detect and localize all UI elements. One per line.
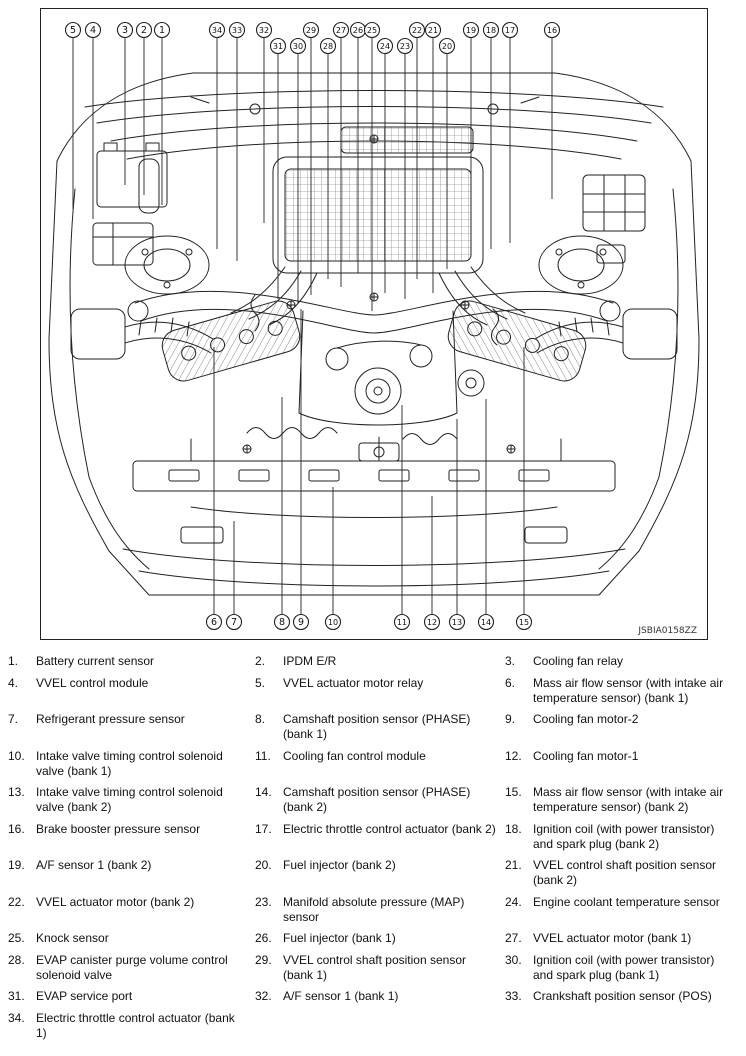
- legend-item-3: [505, 654, 741, 669]
- legend-item-2: [255, 654, 505, 669]
- legend-item-number: 19.: [8, 858, 25, 872]
- legend-item-label: Refrigerant pressure sensor: [36, 712, 185, 726]
- legend-item-number: 28.: [8, 952, 25, 967]
- callout-7: [227, 521, 242, 630]
- callout-33: [230, 23, 245, 262]
- legend-item-label: VVEL actuator motor (bank 2): [36, 894, 195, 909]
- callout-3: [118, 23, 133, 186]
- legend-item-number: 29.: [255, 952, 272, 967]
- callout-number: 10: [327, 618, 339, 628]
- legend-item-label: A/F sensor 1 (bank 1): [283, 989, 399, 1003]
- legend-item-label: Battery current sensor: [36, 654, 155, 668]
- legend-item-34: [8, 1011, 255, 1041]
- callout-32: [257, 23, 272, 224]
- legend-item-15: [505, 785, 741, 815]
- legend-item-number: 4.: [8, 675, 19, 690]
- callout-number: 8: [278, 617, 286, 629]
- legend-item-number: 27.: [505, 931, 522, 945]
- legend-item-21: [505, 858, 741, 888]
- legend-item-26: [255, 931, 505, 946]
- callout-number: 6: [210, 617, 218, 629]
- legend-item-1: [8, 654, 255, 669]
- legend-item-10: [8, 749, 255, 779]
- legend-item-label: VVEL control module: [36, 675, 149, 690]
- callout-number: 34: [211, 26, 223, 36]
- callout-17: [503, 23, 518, 244]
- legend-item-label: Cooling fan motor-1: [533, 748, 639, 763]
- legend-item-5: [255, 676, 505, 706]
- legend-item-number: 18.: [505, 821, 522, 836]
- callout-number: 7: [230, 617, 238, 629]
- callout-number: 13: [451, 618, 463, 628]
- legend-item-label: Intake valve timing control solenoid valve (bank 2): [36, 785, 223, 814]
- callout-number: 33: [231, 26, 243, 36]
- engine-component-diagram: [40, 8, 708, 640]
- callout-number: 25: [366, 26, 378, 36]
- engine-bay-svg: [41, 9, 707, 639]
- legend-item-8: [255, 712, 505, 742]
- callout-number: 18: [485, 26, 497, 36]
- legend-item-label: Brake booster pressure sensor: [36, 821, 201, 836]
- legend-item-14: [255, 785, 505, 815]
- legend-item-7: [8, 712, 255, 742]
- callout-9: [294, 309, 309, 630]
- legend-item-label: Fuel injector (bank 2): [283, 858, 396, 872]
- legend-item-number: 7.: [8, 712, 19, 726]
- legend-item-number: 21.: [505, 858, 522, 872]
- legend-item-number: 10.: [8, 748, 25, 763]
- legend-item-label: Cooling fan motor-2: [533, 712, 639, 726]
- legend-item-31: [8, 989, 255, 1004]
- legend-item-number: 5.: [255, 675, 266, 690]
- callout-34: [210, 23, 225, 250]
- callout-15: [517, 347, 532, 630]
- legend-item-label: Engine coolant temperature sensor: [533, 894, 720, 909]
- callout-number: 21: [427, 26, 439, 36]
- callout-number: 30: [292, 42, 304, 52]
- legend-item-label: Mass air flow sensor (with intake air temperature sensor) (bank 1): [533, 675, 724, 705]
- legend-item-number: 30.: [505, 952, 522, 967]
- legend-item-number: 22.: [8, 894, 25, 909]
- callout-number: 9: [297, 617, 305, 629]
- legend-item-33: [505, 989, 741, 1004]
- legend-item-25: [8, 931, 255, 946]
- callout-number: 14: [480, 618, 492, 628]
- callout-number: 11: [396, 618, 408, 628]
- callout-25: [365, 23, 380, 312]
- legend-item-number: 12.: [505, 748, 522, 763]
- callout-number: 12: [426, 618, 438, 628]
- callout-6: [207, 347, 222, 630]
- callout-number: 5: [69, 25, 77, 37]
- legend-item-label: Knock sensor: [36, 931, 109, 945]
- callout-18: [484, 23, 499, 250]
- legend-item-23: [255, 895, 505, 925]
- legend-item-number: 15.: [505, 785, 522, 799]
- legend-item-18: [505, 822, 741, 852]
- callout-number: 28: [322, 42, 334, 52]
- legend-item-17: [255, 822, 505, 852]
- callout-number: 26: [352, 26, 364, 36]
- legend-item-label: Crankshaft position sensor (POS): [533, 989, 712, 1003]
- callout-16: [545, 23, 560, 200]
- legend-item-number: 23.: [255, 894, 272, 909]
- legend-item-label: Intake valve timing control solenoid valve (bank 1): [36, 748, 223, 778]
- legend-item-label: A/F sensor 1 (bank 2): [36, 858, 152, 872]
- legend-item-11: [255, 749, 505, 779]
- legend-item-29: [255, 953, 505, 983]
- legend-item-20: [255, 858, 505, 888]
- legend-item-19: [8, 858, 255, 888]
- callout-number: 4: [89, 25, 97, 37]
- callout-5: [66, 23, 81, 210]
- legend-item-label: Cooling fan relay: [533, 654, 624, 668]
- callout-number: 19: [465, 26, 477, 36]
- legend-item-label: Cooling fan control module: [283, 748, 426, 763]
- callout-number: 20: [441, 42, 453, 52]
- legend-item-number: 26.: [255, 931, 272, 945]
- legend-item-number: 6.: [505, 675, 516, 690]
- callout-number: 23: [399, 42, 411, 52]
- legend-item-number: 31.: [8, 989, 25, 1003]
- legend-item-9: [505, 712, 741, 742]
- legend-item-number: 17.: [255, 821, 272, 836]
- callout-number: 31: [272, 42, 284, 52]
- legend-item-22: [8, 895, 255, 925]
- legend-item-number: 1.: [8, 654, 19, 668]
- legend-item-label: EVAP service port: [36, 989, 133, 1003]
- legend-item-label: VVEL actuator motor (bank 1): [533, 931, 692, 945]
- legend-item-number: 34.: [8, 1010, 25, 1025]
- legend-item-label: IPDM E/R: [283, 654, 337, 668]
- callout-number: 27: [335, 26, 347, 36]
- legend-item-label: Camshaft position sensor (PHASE) (bank 1): [283, 712, 471, 741]
- legend-item-label: Electric throttle control actuator (bank 2): [283, 821, 496, 836]
- legend-item-label: EVAP canister purge volume control solenoid valve: [36, 952, 228, 982]
- callout-number: 1: [158, 25, 166, 37]
- legend-item-number: 11.: [255, 748, 271, 763]
- callout-number: 3: [121, 25, 129, 37]
- legend-item-number: 32.: [255, 989, 272, 1003]
- callout-number: 16: [546, 26, 558, 36]
- callout-number: 2: [140, 25, 148, 37]
- legend-item-number: 9.: [505, 712, 516, 726]
- legend-item-13: [8, 785, 255, 815]
- legend-item-12: [505, 749, 741, 779]
- legend-item-27: [505, 931, 741, 946]
- callout-number: 15: [518, 618, 530, 628]
- callout-10: [326, 487, 341, 630]
- legend-item-number: 8.: [255, 712, 266, 726]
- engine-illustration: [49, 73, 699, 595]
- legend-item-number: 16.: [8, 821, 25, 836]
- legend-item-label: Electric throttle control actuator (bank 1): [36, 1010, 235, 1040]
- legend-item-label: VVEL control shaft position sensor (bank 2): [533, 858, 716, 887]
- legend-item-number: 13.: [8, 785, 25, 799]
- legend-item-number: 2.: [255, 654, 266, 668]
- legend-item-number: 33.: [505, 989, 522, 1003]
- legend-item-label: Manifold absolute pressure (MAP) sensor: [283, 894, 465, 924]
- legend-item-label: Camshaft position sensor (PHASE) (bank 2): [283, 785, 471, 814]
- legend-item-number: 20.: [255, 858, 272, 872]
- legend: [8, 654, 741, 1041]
- callout-number: 29: [305, 26, 317, 36]
- legend-item-label: Fuel injector (bank 1): [283, 931, 396, 945]
- legend-item-number: 24.: [505, 894, 522, 909]
- legend-item-6: [505, 676, 741, 706]
- callout-4: [86, 23, 101, 220]
- legend-item-label: VVEL control shaft position sensor (bank 1): [283, 952, 466, 982]
- legend-item-label: VVEL actuator motor relay: [283, 675, 424, 690]
- legend-item-number: 25.: [8, 931, 25, 945]
- legend-item-16: [8, 822, 255, 852]
- diagram-code: JSBIA0158ZZ: [638, 626, 697, 636]
- callout-number: 24: [379, 42, 391, 52]
- callout-12: [425, 496, 440, 630]
- legend-item-32: [255, 989, 505, 1004]
- callout-number: 32: [258, 26, 270, 36]
- callout-number: 22: [411, 26, 423, 36]
- legend-item-label: Ignition coil (with power transistor) and spark plug (bank 2): [533, 821, 715, 851]
- legend-item-28: [8, 953, 255, 983]
- legend-item-number: 3.: [505, 654, 516, 668]
- legend-item-24: [505, 895, 741, 925]
- legend-item-label: Mass air flow sensor (with intake air temperature sensor) (bank 2): [533, 785, 724, 814]
- callout-13: [450, 419, 465, 630]
- legend-item-number: 14.: [255, 785, 272, 799]
- callout-number: 17: [504, 26, 516, 36]
- legend-item-4: [8, 676, 255, 706]
- legend-item-label: Ignition coil (with power transistor) and spark plug (bank 1): [533, 952, 715, 982]
- legend-item-30: [505, 953, 741, 983]
